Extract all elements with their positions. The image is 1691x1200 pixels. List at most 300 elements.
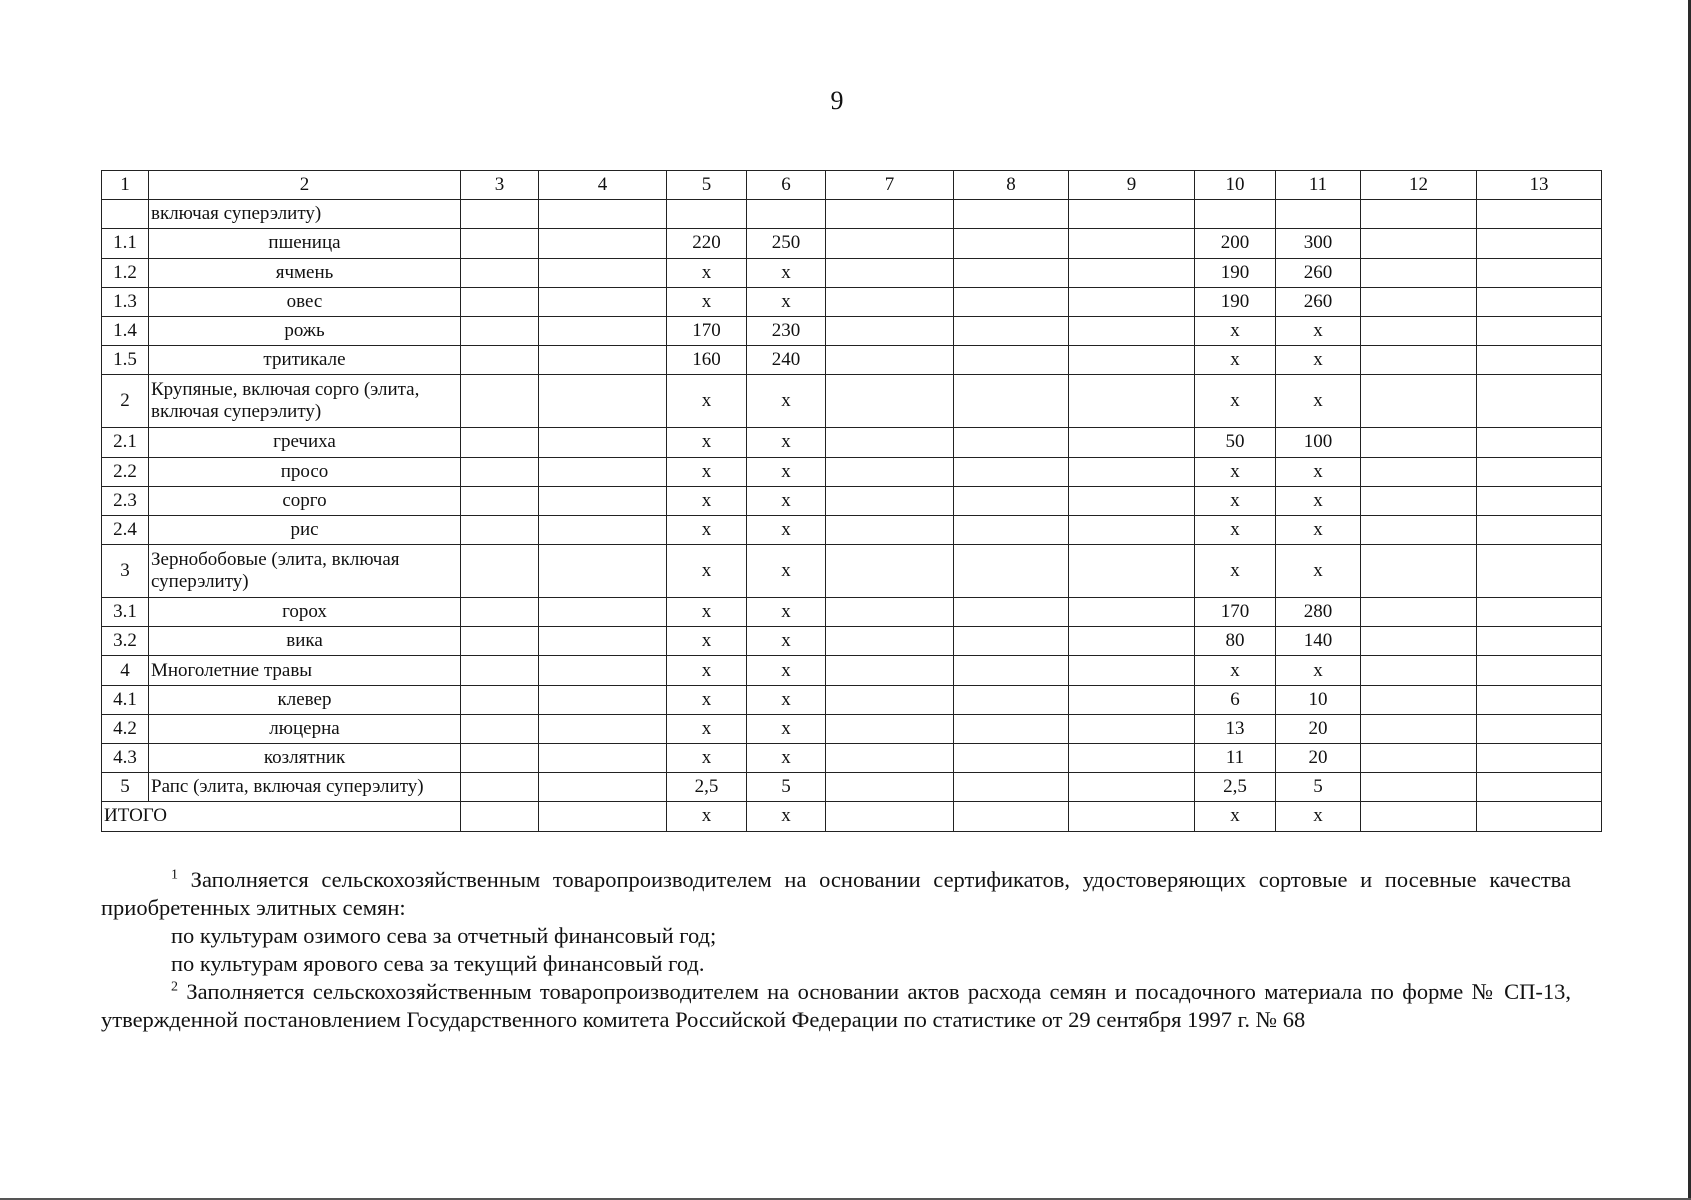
empty-cell-col12 bbox=[1361, 486, 1477, 515]
row-number-cell: 3.1 bbox=[102, 598, 149, 627]
column-header-9: 9 bbox=[1069, 171, 1195, 200]
row-number-cell: 1.4 bbox=[102, 316, 149, 345]
column-header-10: 10 bbox=[1195, 171, 1276, 200]
value-cell-col6: x bbox=[747, 744, 826, 773]
empty-cell-col13 bbox=[1477, 545, 1602, 598]
value-cell-col11: 280 bbox=[1276, 598, 1361, 627]
empty-cell-col3 bbox=[461, 656, 539, 685]
empty-cell-col4 bbox=[539, 598, 667, 627]
footnote-2-mark: 2 bbox=[171, 979, 178, 995]
crop-name-cell: козлятник bbox=[149, 744, 461, 773]
empty-cell-col7 bbox=[826, 656, 954, 685]
crop-name-cell: тритикале bbox=[149, 346, 461, 375]
empty-cell-col3 bbox=[461, 346, 539, 375]
row-number-cell: 5 bbox=[102, 773, 149, 802]
crop-name-cell: рожь bbox=[149, 316, 461, 345]
empty-cell-col13 bbox=[1477, 714, 1602, 743]
empty-cell-col4 bbox=[539, 486, 667, 515]
empty-cell-col8 bbox=[954, 744, 1069, 773]
value-cell-col10: 190 bbox=[1195, 287, 1276, 316]
crop-name-cell: пшеница bbox=[149, 229, 461, 258]
empty-cell-col4 bbox=[539, 258, 667, 287]
value-cell-col6: x bbox=[747, 714, 826, 743]
total-value-col10: x bbox=[1195, 802, 1276, 831]
crop-name-cell: сорго bbox=[149, 486, 461, 515]
table-row bbox=[102, 598, 1602, 627]
table-row bbox=[102, 773, 1602, 802]
row-number-cell: 4.3 bbox=[102, 744, 149, 773]
value-cell-col10: x bbox=[1195, 375, 1276, 428]
value-cell-col6: 230 bbox=[747, 316, 826, 345]
row-number-cell: 3 bbox=[102, 545, 149, 598]
empty-cell-col9 bbox=[1069, 627, 1195, 656]
empty-cell-col4 bbox=[539, 515, 667, 544]
table-row bbox=[102, 656, 1602, 685]
value-cell-col10: x bbox=[1195, 316, 1276, 345]
empty-cell-col9 bbox=[1069, 200, 1195, 229]
empty-cell-col7 bbox=[826, 714, 954, 743]
value-cell-col5: x bbox=[667, 428, 747, 457]
empty-cell-col12 bbox=[1361, 316, 1477, 345]
column-header-1: 1 bbox=[102, 171, 149, 200]
page-number: 9 bbox=[830, 86, 844, 115]
empty-cell-col12 bbox=[1361, 714, 1477, 743]
column-header-8: 8 bbox=[954, 171, 1069, 200]
empty-cell-col7 bbox=[826, 200, 954, 229]
empty-cell-col3 bbox=[461, 773, 539, 802]
empty-cell-col4 bbox=[539, 346, 667, 375]
empty-cell-col13 bbox=[1477, 200, 1602, 229]
empty-cell-col13 bbox=[1477, 258, 1602, 287]
empty-cell-col12 bbox=[1361, 457, 1477, 486]
empty-cell-col13 bbox=[1477, 627, 1602, 656]
row-number-cell: 2.1 bbox=[102, 428, 149, 457]
row-number-cell bbox=[102, 200, 149, 229]
table-row bbox=[102, 287, 1602, 316]
empty-cell-col8 bbox=[954, 200, 1069, 229]
empty-cell-col3 bbox=[461, 287, 539, 316]
value-cell-col10: 80 bbox=[1195, 627, 1276, 656]
crop-name-cell: Многолетние травы bbox=[149, 656, 461, 685]
empty-cell-col4 bbox=[539, 802, 667, 831]
empty-cell-col7 bbox=[826, 316, 954, 345]
empty-cell-col12 bbox=[1361, 287, 1477, 316]
empty-cell-col13 bbox=[1477, 802, 1602, 831]
column-header-13: 13 bbox=[1477, 171, 1602, 200]
empty-cell-col4 bbox=[539, 744, 667, 773]
empty-cell-col12 bbox=[1361, 229, 1477, 258]
value-cell-col10: 6 bbox=[1195, 685, 1276, 714]
empty-cell-col8 bbox=[954, 685, 1069, 714]
seed-table bbox=[101, 170, 1602, 832]
table-row bbox=[102, 714, 1602, 743]
empty-cell-col8 bbox=[954, 627, 1069, 656]
crop-name-cell: Крупяные, включая сорго (элита, включая суперэлиту) bbox=[149, 375, 461, 428]
value-cell-col11: 20 bbox=[1276, 744, 1361, 773]
footnote-2-text: Заполняется сельскохозяйственным товаропроизводителем на основании актов расхода семян и посадочного материала по форме № СП-13, утвержденной постановлением Государственного комитета Российской Федерации по статистике от 29 сентября 1997 г. № 68 bbox=[101, 979, 1571, 1032]
empty-cell-col12 bbox=[1361, 515, 1477, 544]
value-cell-col11: 260 bbox=[1276, 287, 1361, 316]
empty-cell-col8 bbox=[954, 714, 1069, 743]
empty-cell-col9 bbox=[1069, 515, 1195, 544]
crop-name-cell: просо bbox=[149, 457, 461, 486]
value-cell-col5: 170 bbox=[667, 316, 747, 345]
empty-cell-col9 bbox=[1069, 656, 1195, 685]
empty-cell-col13 bbox=[1477, 346, 1602, 375]
total-label-cell: ИТОГО bbox=[102, 802, 461, 831]
empty-cell-col3 bbox=[461, 486, 539, 515]
empty-cell-col12 bbox=[1361, 346, 1477, 375]
empty-cell-col9 bbox=[1069, 545, 1195, 598]
table-body bbox=[102, 200, 1602, 831]
value-cell-col11: 10 bbox=[1276, 685, 1361, 714]
value-cell-col6: x bbox=[747, 457, 826, 486]
table-row bbox=[102, 627, 1602, 656]
table-row bbox=[102, 258, 1602, 287]
value-cell-col10: x bbox=[1195, 346, 1276, 375]
empty-cell-col3 bbox=[461, 802, 539, 831]
empty-cell-col9 bbox=[1069, 685, 1195, 714]
empty-cell-col7 bbox=[826, 486, 954, 515]
table-row bbox=[102, 744, 1602, 773]
table-header-row bbox=[102, 171, 1602, 200]
empty-cell-col3 bbox=[461, 627, 539, 656]
value-cell-col10: 200 bbox=[1195, 229, 1276, 258]
value-cell-col11: x bbox=[1276, 515, 1361, 544]
footnote-1-item-1: по культурам озимого сева за отчетный финансовый год; bbox=[171, 923, 717, 948]
value-cell-col11: x bbox=[1276, 316, 1361, 345]
value-cell-col10: 170 bbox=[1195, 598, 1276, 627]
crop-name-cell: рис bbox=[149, 515, 461, 544]
empty-cell-col7 bbox=[826, 457, 954, 486]
value-cell-col10: x bbox=[1195, 515, 1276, 544]
empty-cell-col7 bbox=[826, 515, 954, 544]
table-row bbox=[102, 316, 1602, 345]
crop-name-cell: вика bbox=[149, 627, 461, 656]
table-row bbox=[102, 229, 1602, 258]
table-row bbox=[102, 375, 1602, 428]
empty-cell-col13 bbox=[1477, 428, 1602, 457]
empty-cell-col8 bbox=[954, 428, 1069, 457]
column-header-11: 11 bbox=[1276, 171, 1361, 200]
value-cell-col5: x bbox=[667, 598, 747, 627]
empty-cell-col13 bbox=[1477, 685, 1602, 714]
crop-name-cell: Зернобобовые (элита, включая суперэлиту) bbox=[149, 545, 461, 598]
value-cell-col11: 5 bbox=[1276, 773, 1361, 802]
empty-cell-col9 bbox=[1069, 375, 1195, 428]
empty-cell-col7 bbox=[826, 802, 954, 831]
empty-cell-col9 bbox=[1069, 258, 1195, 287]
value-cell-col5 bbox=[667, 200, 747, 229]
column-header-12: 12 bbox=[1361, 171, 1477, 200]
crop-name-cell: включая суперэлиту) bbox=[149, 200, 461, 229]
empty-cell-col4 bbox=[539, 656, 667, 685]
empty-cell-col3 bbox=[461, 258, 539, 287]
empty-cell-col12 bbox=[1361, 685, 1477, 714]
value-cell-col6: x bbox=[747, 287, 826, 316]
empty-cell-col9 bbox=[1069, 346, 1195, 375]
empty-cell-col4 bbox=[539, 685, 667, 714]
column-header-7: 7 bbox=[826, 171, 954, 200]
value-cell-col11: 260 bbox=[1276, 258, 1361, 287]
empty-cell-col13 bbox=[1477, 515, 1602, 544]
empty-cell-col8 bbox=[954, 287, 1069, 316]
row-number-cell: 2.3 bbox=[102, 486, 149, 515]
empty-cell-col3 bbox=[461, 375, 539, 428]
empty-cell-col7 bbox=[826, 346, 954, 375]
value-cell-col11: x bbox=[1276, 375, 1361, 428]
empty-cell-col4 bbox=[539, 316, 667, 345]
empty-cell-col3 bbox=[461, 714, 539, 743]
empty-cell-col8 bbox=[954, 598, 1069, 627]
row-number-cell: 1.1 bbox=[102, 229, 149, 258]
crop-name-cell: Рапс (элита, включая суперэлиту) bbox=[149, 773, 461, 802]
empty-cell-col3 bbox=[461, 598, 539, 627]
crop-name-cell: клевер bbox=[149, 685, 461, 714]
empty-cell-col4 bbox=[539, 773, 667, 802]
value-cell-col11 bbox=[1276, 200, 1361, 229]
table-row bbox=[102, 200, 1602, 229]
empty-cell-col7 bbox=[826, 598, 954, 627]
row-number-cell: 1.5 bbox=[102, 346, 149, 375]
value-cell-col6: x bbox=[747, 656, 826, 685]
value-cell-col5: 160 bbox=[667, 346, 747, 375]
value-cell-col6: x bbox=[747, 685, 826, 714]
value-cell-col5: x bbox=[667, 486, 747, 515]
empty-cell-col4 bbox=[539, 545, 667, 598]
empty-cell-col12 bbox=[1361, 545, 1477, 598]
empty-cell-col7 bbox=[826, 545, 954, 598]
value-cell-col6: x bbox=[747, 545, 826, 598]
crop-name-cell: люцерна bbox=[149, 714, 461, 743]
value-cell-col11: x bbox=[1276, 486, 1361, 515]
empty-cell-col4 bbox=[539, 428, 667, 457]
table-row bbox=[102, 486, 1602, 515]
empty-cell-col7 bbox=[826, 375, 954, 428]
value-cell-col10: x bbox=[1195, 486, 1276, 515]
empty-cell-col13 bbox=[1477, 744, 1602, 773]
empty-cell-col9 bbox=[1069, 287, 1195, 316]
empty-cell-col12 bbox=[1361, 627, 1477, 656]
empty-cell-col7 bbox=[826, 627, 954, 656]
empty-cell-col13 bbox=[1477, 773, 1602, 802]
empty-cell-col13 bbox=[1477, 316, 1602, 345]
empty-cell-col7 bbox=[826, 685, 954, 714]
table-row bbox=[102, 545, 1602, 598]
table-row bbox=[102, 685, 1602, 714]
empty-cell-col7 bbox=[826, 428, 954, 457]
crop-name-cell: гречиха bbox=[149, 428, 461, 457]
value-cell-col11: 140 bbox=[1276, 627, 1361, 656]
value-cell-col10 bbox=[1195, 200, 1276, 229]
value-cell-col5: x bbox=[667, 744, 747, 773]
empty-cell-col7 bbox=[826, 773, 954, 802]
column-header-2: 2 bbox=[149, 171, 461, 200]
value-cell-col11: x bbox=[1276, 457, 1361, 486]
empty-cell-col3 bbox=[461, 316, 539, 345]
empty-cell-col12 bbox=[1361, 200, 1477, 229]
empty-cell-col8 bbox=[954, 346, 1069, 375]
total-value-col5: x bbox=[667, 802, 747, 831]
empty-cell-col3 bbox=[461, 515, 539, 544]
footnote-1-mark: 1 bbox=[171, 867, 178, 883]
value-cell-col5: x bbox=[667, 457, 747, 486]
row-number-cell: 1.3 bbox=[102, 287, 149, 316]
table-total-row bbox=[102, 802, 1602, 831]
column-header-5: 5 bbox=[667, 171, 747, 200]
empty-cell-col8 bbox=[954, 316, 1069, 345]
value-cell-col5: x bbox=[667, 515, 747, 544]
row-number-cell: 4.1 bbox=[102, 685, 149, 714]
value-cell-col6: x bbox=[747, 428, 826, 457]
value-cell-col11: 300 bbox=[1276, 229, 1361, 258]
empty-cell-col8 bbox=[954, 375, 1069, 428]
empty-cell-col13 bbox=[1477, 375, 1602, 428]
empty-cell-col8 bbox=[954, 545, 1069, 598]
empty-cell-col9 bbox=[1069, 773, 1195, 802]
empty-cell-col3 bbox=[461, 457, 539, 486]
total-value-col11: x bbox=[1276, 802, 1361, 831]
footnote-1 bbox=[101, 866, 1571, 922]
empty-cell-col4 bbox=[539, 457, 667, 486]
footnote-2 bbox=[101, 978, 1571, 1034]
empty-cell-col9 bbox=[1069, 457, 1195, 486]
empty-cell-col7 bbox=[826, 287, 954, 316]
empty-cell-col3 bbox=[461, 200, 539, 229]
row-number-cell: 2.4 bbox=[102, 515, 149, 544]
value-cell-col6: 250 bbox=[747, 229, 826, 258]
empty-cell-col13 bbox=[1477, 656, 1602, 685]
value-cell-col6: x bbox=[747, 258, 826, 287]
empty-cell-col13 bbox=[1477, 598, 1602, 627]
empty-cell-col9 bbox=[1069, 598, 1195, 627]
value-cell-col11: x bbox=[1276, 346, 1361, 375]
value-cell-col10: 50 bbox=[1195, 428, 1276, 457]
value-cell-col5: x bbox=[667, 714, 747, 743]
empty-cell-col9 bbox=[1069, 316, 1195, 345]
empty-cell-col3 bbox=[461, 229, 539, 258]
empty-cell-col12 bbox=[1361, 656, 1477, 685]
empty-cell-col7 bbox=[826, 258, 954, 287]
empty-cell-col7 bbox=[826, 744, 954, 773]
empty-cell-col9 bbox=[1069, 229, 1195, 258]
value-cell-col11: x bbox=[1276, 545, 1361, 598]
value-cell-col11: 20 bbox=[1276, 714, 1361, 743]
value-cell-col5: 220 bbox=[667, 229, 747, 258]
empty-cell-col8 bbox=[954, 258, 1069, 287]
empty-cell-col9 bbox=[1069, 428, 1195, 457]
value-cell-col5: x bbox=[667, 545, 747, 598]
value-cell-col10: 13 bbox=[1195, 714, 1276, 743]
empty-cell-col12 bbox=[1361, 598, 1477, 627]
value-cell-col5: x bbox=[667, 258, 747, 287]
row-number-cell: 2.2 bbox=[102, 457, 149, 486]
empty-cell-col12 bbox=[1361, 773, 1477, 802]
empty-cell-col3 bbox=[461, 685, 539, 714]
row-number-cell: 2 bbox=[102, 375, 149, 428]
empty-cell-col9 bbox=[1069, 486, 1195, 515]
empty-cell-col9 bbox=[1069, 714, 1195, 743]
crop-name-cell: горох bbox=[149, 598, 461, 627]
empty-cell-col12 bbox=[1361, 744, 1477, 773]
value-cell-col6: x bbox=[747, 486, 826, 515]
value-cell-col6: 240 bbox=[747, 346, 826, 375]
table-row bbox=[102, 457, 1602, 486]
value-cell-col10: 2,5 bbox=[1195, 773, 1276, 802]
empty-cell-col8 bbox=[954, 229, 1069, 258]
value-cell-col6 bbox=[747, 200, 826, 229]
value-cell-col11: 100 bbox=[1276, 428, 1361, 457]
empty-cell-col13 bbox=[1477, 457, 1602, 486]
value-cell-col5: x bbox=[667, 627, 747, 656]
value-cell-col5: x bbox=[667, 685, 747, 714]
empty-cell-col13 bbox=[1477, 229, 1602, 258]
value-cell-col5: x bbox=[667, 375, 747, 428]
value-cell-col10: 190 bbox=[1195, 258, 1276, 287]
empty-cell-col8 bbox=[954, 486, 1069, 515]
empty-cell-col4 bbox=[539, 714, 667, 743]
value-cell-col11: x bbox=[1276, 656, 1361, 685]
empty-cell-col12 bbox=[1361, 802, 1477, 831]
total-value-col6: x bbox=[747, 802, 826, 831]
empty-cell-col13 bbox=[1477, 287, 1602, 316]
empty-cell-col8 bbox=[954, 802, 1069, 831]
value-cell-col6: x bbox=[747, 627, 826, 656]
row-number-cell: 1.2 bbox=[102, 258, 149, 287]
empty-cell-col8 bbox=[954, 656, 1069, 685]
row-number-cell: 3.2 bbox=[102, 627, 149, 656]
empty-cell-col12 bbox=[1361, 258, 1477, 287]
empty-cell-col3 bbox=[461, 545, 539, 598]
value-cell-col5: x bbox=[667, 287, 747, 316]
row-number-cell: 4.2 bbox=[102, 714, 149, 743]
value-cell-col6: x bbox=[747, 515, 826, 544]
empty-cell-col4 bbox=[539, 287, 667, 316]
row-number-cell: 4 bbox=[102, 656, 149, 685]
footnotes bbox=[101, 866, 1571, 1034]
empty-cell-col8 bbox=[954, 457, 1069, 486]
empty-cell-col12 bbox=[1361, 375, 1477, 428]
empty-cell-col9 bbox=[1069, 744, 1195, 773]
column-header-6: 6 bbox=[747, 171, 826, 200]
table-row bbox=[102, 428, 1602, 457]
empty-cell-col4 bbox=[539, 627, 667, 656]
empty-cell-col4 bbox=[539, 375, 667, 428]
empty-cell-col7 bbox=[826, 229, 954, 258]
empty-cell-col8 bbox=[954, 515, 1069, 544]
column-header-4: 4 bbox=[539, 171, 667, 200]
value-cell-col5: x bbox=[667, 656, 747, 685]
crop-name-cell: ячмень bbox=[149, 258, 461, 287]
table-row bbox=[102, 515, 1602, 544]
footnote-1-item-2: по культурам ярового сева за текущий финансовый год. bbox=[171, 951, 705, 976]
value-cell-col6: 5 bbox=[747, 773, 826, 802]
empty-cell-col8 bbox=[954, 773, 1069, 802]
empty-cell-col4 bbox=[539, 200, 667, 229]
crop-name-cell: овес bbox=[149, 287, 461, 316]
empty-cell-col13 bbox=[1477, 486, 1602, 515]
table-row bbox=[102, 346, 1602, 375]
value-cell-col6: x bbox=[747, 598, 826, 627]
value-cell-col10: 11 bbox=[1195, 744, 1276, 773]
empty-cell-col3 bbox=[461, 744, 539, 773]
value-cell-col10: x bbox=[1195, 656, 1276, 685]
empty-cell-col9 bbox=[1069, 802, 1195, 831]
value-cell-col5: 2,5 bbox=[667, 773, 747, 802]
empty-cell-col12 bbox=[1361, 428, 1477, 457]
empty-cell-col3 bbox=[461, 428, 539, 457]
empty-cell-col4 bbox=[539, 229, 667, 258]
